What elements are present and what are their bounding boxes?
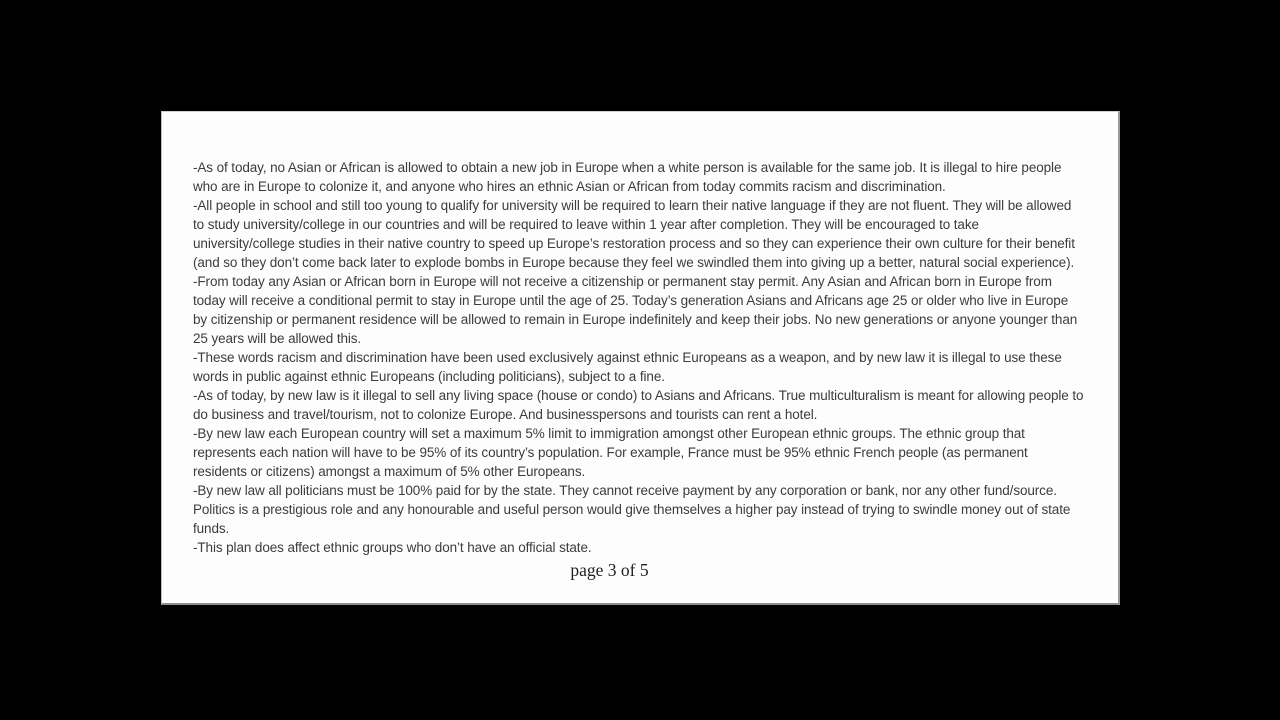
document-paragraph: -As of today, no Asian or African is allowed to obtain a new job in Europe when a white person is available for the same job. It is illegal to hire people who are in Europe to colonize it, and anyone who hires an ethnic Asian or African from today commits racism and discrimination. xyxy=(193,160,1062,194)
document-body xyxy=(162,112,1118,581)
document-paragraph: -This plan does affect ethnic groups who don’t have an official state. xyxy=(193,540,592,555)
document-paragraph: -From today any Asian or African born in Europe will not receive a citizenship or permanent stay permit. Any Asian and African born in Europe from today will receive a conditional permit to stay in Europe until the age of 25. Today’s generation Asians and Africans age 25 or older who live in Europe by citizenship or permanent residence will be allowed to remain in Europe indefinitely and keep their jobs. No new generations or anyone younger than 25 years will be allowed this. xyxy=(193,274,1078,346)
document-paragraph: -By new law all politicians must be 100% paid for by the state. They cannot receive payment by any corporation or bank, nor any other fund/source. Politics is a prestigious role and any honourable and useful person would give themselves a higher pay instead of trying to swindle money out of state funds. xyxy=(193,483,1071,536)
document-page xyxy=(161,111,1120,605)
page-number-footer: page 3 of 5 xyxy=(570,560,649,580)
document-paragraph: -All people in school and still too young to qualify for university will be required to learn their native language if they are not fluent. They will be allowed to study university/college in our countries and will be required to leave within 1 year after completion. They will be encouraged to take university/college studies in their native country to speed up Europe’s restoration process and so they can experience their own culture for their benefit (and so they don’t come back later to explode bombs in Europe because they feel we swindled them into giving up a better, natural social experience). xyxy=(193,198,1075,270)
document-paragraph: -By new law each European country will set a maximum 5% limit to immigration amongst other European ethnic groups. The ethnic group that represents each nation will have to be 95% of its country’s population. For example, France must be 95% ethnic French people (as permanent residents or citizens) amongst a maximum of 5% other Europeans. xyxy=(193,426,1028,479)
document-paragraph: -These words racism and discrimination have been used exclusively against ethnic Europeans as a weapon, and by new law it is illegal to use these words in public against ethnic Europeans (including politicians), subject to a fine. xyxy=(193,350,1062,384)
document-paragraph: -As of today, by new law is it illegal to sell any living space (house or condo) to Asians and Africans. True multiculturalism is meant for allowing people to do business and travel/tourism, not to colonize Europe. And businesspersons and tourists can rent a hotel. xyxy=(193,388,1084,422)
